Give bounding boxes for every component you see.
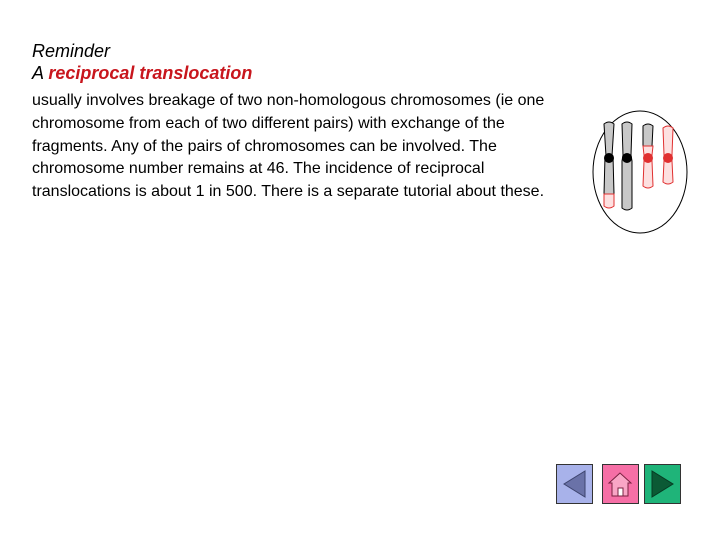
chromosome-3 [643, 124, 653, 188]
chromosome-translocation-diagram [590, 108, 690, 236]
slide-body-text: usually involves breakage of two non-homologous chromosomes (ie one chromosome from each of two different pairs) with exchange of the fragments. Any of the pairs of chromosomes can be involved. The chromosome number remains at 46. The incidence of reciprocal translocations is about 1 in 500. There is a separate tutorial about these. [32, 92, 545, 201]
slide-heading [32, 40, 252, 84]
chromosome-1 [604, 122, 614, 208]
next-button[interactable] [644, 464, 681, 504]
subtitle-prefix: A [32, 63, 49, 83]
centromere-4 [663, 153, 673, 163]
home-button[interactable] [602, 464, 639, 504]
chromosome-4 [663, 126, 673, 184]
centromere-2 [622, 153, 632, 163]
back-arrow-icon [557, 465, 592, 503]
slide-title: Reminder [32, 41, 111, 61]
slide-subtitle [32, 62, 252, 84]
chromosome-2 [622, 122, 632, 210]
reciprocal-translocation-term: reciprocal translocation [48, 63, 253, 83]
next-arrow-icon [645, 465, 680, 503]
home-icon [603, 465, 638, 503]
back-button[interactable] [556, 464, 593, 504]
centromere-3 [643, 153, 653, 163]
centromere-1 [604, 153, 614, 163]
